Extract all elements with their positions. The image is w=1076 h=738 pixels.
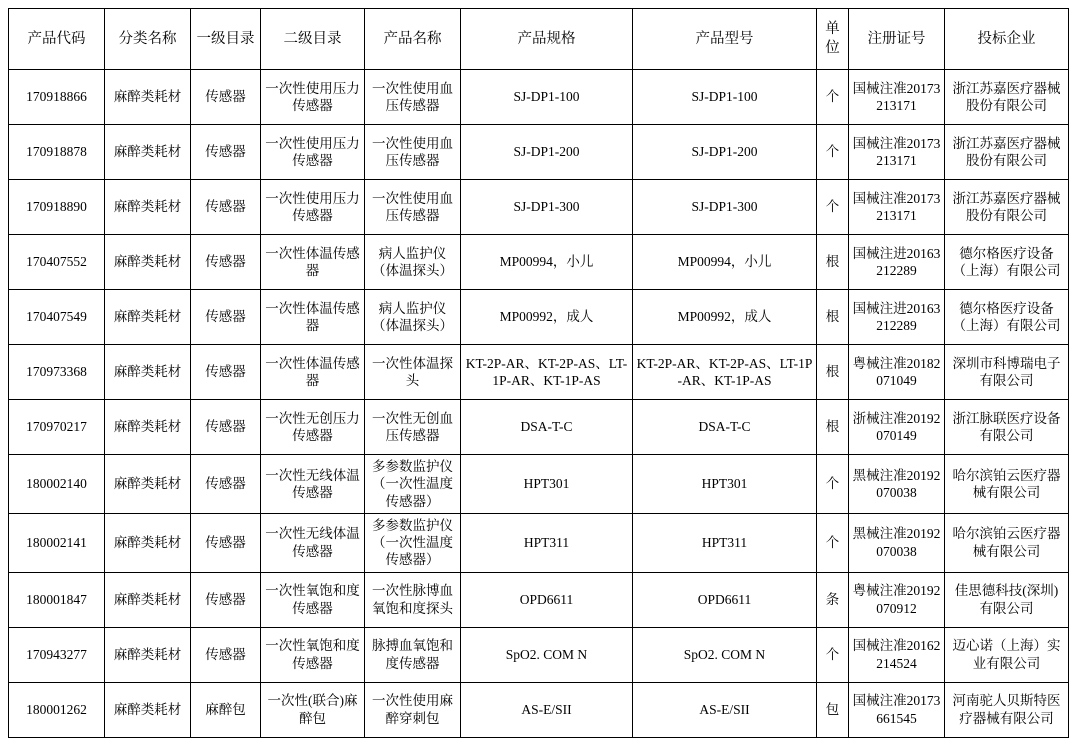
cell-level2-catalog: 一次性氧饱和度传感器 — [261, 572, 365, 627]
cell-product-code: 170407552 — [9, 235, 105, 290]
cell-registration-number: 国械注准20162214524 — [849, 627, 945, 682]
cell-product-spec: MP00992，成人 — [461, 290, 633, 345]
cell-category-name: 麻醉类耗材 — [105, 513, 191, 572]
cell-level2-catalog: 一次性使用压力传感器 — [261, 125, 365, 180]
table-row — [9, 345, 1069, 400]
column-header-category-name: 分类名称 — [105, 9, 191, 70]
column-header-bidding-company: 投标企业 — [945, 9, 1069, 70]
cell-unit: 根 — [817, 345, 849, 400]
column-header-unit: 单位 — [817, 9, 849, 70]
cell-product-code: 170943277 — [9, 627, 105, 682]
cell-product-spec: HPT301 — [461, 455, 633, 514]
cell-product-code: 180001262 — [9, 682, 105, 737]
cell-bidding-company: 佳思德科技(深圳) 有限公司 — [945, 572, 1069, 627]
cell-product-model: HPT301 — [633, 455, 817, 514]
cell-product-name: 病人监护仪（体温探头） — [365, 235, 461, 290]
cell-unit: 根 — [817, 290, 849, 345]
cell-product-code: 170970217 — [9, 400, 105, 455]
cell-product-name: 一次性使用麻醉穿刺包 — [365, 682, 461, 737]
cell-product-model: SpO2. COM N — [633, 627, 817, 682]
cell-unit: 根 — [817, 235, 849, 290]
cell-product-name: 一次性使用血压传感器 — [365, 70, 461, 125]
cell-category-name: 麻醉类耗材 — [105, 290, 191, 345]
table-header-row — [9, 9, 1069, 70]
cell-product-model: KT-2P-AR、KT-2P-AS、LT-1P-AR、KT-1P-AS — [633, 345, 817, 400]
cell-level1-catalog: 传感器 — [191, 455, 261, 514]
column-header-product-model: 产品型号 — [633, 9, 817, 70]
cell-level1-catalog: 传感器 — [191, 125, 261, 180]
cell-product-code: 170918866 — [9, 70, 105, 125]
cell-product-spec: SpO2. COM N — [461, 627, 633, 682]
cell-product-code: 170407549 — [9, 290, 105, 345]
cell-product-spec: SJ-DP1-100 — [461, 70, 633, 125]
cell-unit: 个 — [817, 455, 849, 514]
cell-product-name: 病人监护仪（体温探头） — [365, 290, 461, 345]
table-row — [9, 290, 1069, 345]
cell-registration-number: 国械注准20173213171 — [849, 180, 945, 235]
cell-level2-catalog: 一次性体温传感器 — [261, 345, 365, 400]
cell-product-spec: MP00994，小儿 — [461, 235, 633, 290]
cell-product-model: DSA-T-C — [633, 400, 817, 455]
column-header-product-spec: 产品规格 — [461, 9, 633, 70]
cell-product-name: 一次性体温探头 — [365, 345, 461, 400]
column-header-registration-number: 注册证号 — [849, 9, 945, 70]
cell-product-spec: SJ-DP1-200 — [461, 125, 633, 180]
cell-unit: 个 — [817, 513, 849, 572]
cell-registration-number: 国械注准20173213171 — [849, 70, 945, 125]
cell-bidding-company: 德尔格医疗设备（上海）有限公司 — [945, 235, 1069, 290]
cell-level1-catalog: 传感器 — [191, 513, 261, 572]
cell-category-name: 麻醉类耗材 — [105, 70, 191, 125]
table-row — [9, 400, 1069, 455]
cell-level2-catalog: 一次性体温传感器 — [261, 235, 365, 290]
cell-product-spec: OPD6611 — [461, 572, 633, 627]
cell-product-model: MP00992，成人 — [633, 290, 817, 345]
cell-bidding-company: 深圳市科博瑞电子有限公司 — [945, 345, 1069, 400]
table-row — [9, 70, 1069, 125]
cell-product-model: MP00994，小儿 — [633, 235, 817, 290]
cell-category-name: 麻醉类耗材 — [105, 400, 191, 455]
cell-registration-number: 黑械注准20192070038 — [849, 455, 945, 514]
cell-product-name: 一次性无创血压传感器 — [365, 400, 461, 455]
cell-level1-catalog: 传感器 — [191, 572, 261, 627]
cell-product-code: 170918878 — [9, 125, 105, 180]
cell-registration-number: 黑械注准20192070038 — [849, 513, 945, 572]
cell-product-name: 一次性使用血压传感器 — [365, 180, 461, 235]
cell-level2-catalog: 一次性无线体温传感器 — [261, 513, 365, 572]
cell-product-name: 一次性使用血压传感器 — [365, 125, 461, 180]
cell-product-spec: SJ-DP1-300 — [461, 180, 633, 235]
cell-product-spec: DSA-T-C — [461, 400, 633, 455]
table-row — [9, 180, 1069, 235]
cell-product-spec: KT-2P-AR、KT-2P-AS、LT-1P-AR、KT-1P-AS — [461, 345, 633, 400]
cell-product-model: SJ-DP1-200 — [633, 125, 817, 180]
cell-product-name: 脉搏血氧饱和度传感器 — [365, 627, 461, 682]
cell-level2-catalog: 一次性使用压力传感器 — [261, 180, 365, 235]
cell-unit: 个 — [817, 627, 849, 682]
cell-level2-catalog: 一次性无创压力传感器 — [261, 400, 365, 455]
cell-bidding-company: 浙江苏嘉医疗器械股份有限公司 — [945, 70, 1069, 125]
table-body — [9, 70, 1069, 738]
cell-level1-catalog: 传感器 — [191, 70, 261, 125]
column-header-product-code: 产品代码 — [9, 9, 105, 70]
cell-product-model: OPD6611 — [633, 572, 817, 627]
cell-unit: 根 — [817, 400, 849, 455]
cell-product-spec: HPT311 — [461, 513, 633, 572]
cell-bidding-company: 浙江脉联医疗设备有限公司 — [945, 400, 1069, 455]
cell-level1-catalog: 传感器 — [191, 345, 261, 400]
cell-registration-number: 粤械注准20182071049 — [849, 345, 945, 400]
cell-product-name: 多参数监护仪（一次性温度传感器） — [365, 513, 461, 572]
cell-bidding-company: 浙江苏嘉医疗器械股份有限公司 — [945, 125, 1069, 180]
cell-bidding-company: 浙江苏嘉医疗器械股份有限公司 — [945, 180, 1069, 235]
table-row — [9, 125, 1069, 180]
cell-registration-number: 国械注准20173661545 — [849, 682, 945, 737]
cell-level2-catalog: 一次性氧饱和度传感器 — [261, 627, 365, 682]
cell-unit: 条 — [817, 572, 849, 627]
cell-registration-number: 国械注进20163212289 — [849, 235, 945, 290]
cell-level2-catalog: 一次性体温传感器 — [261, 290, 365, 345]
table-row — [9, 682, 1069, 737]
cell-registration-number: 粤械注准20192070912 — [849, 572, 945, 627]
table-row — [9, 235, 1069, 290]
cell-product-code: 180002140 — [9, 455, 105, 514]
cell-level1-catalog: 传感器 — [191, 400, 261, 455]
cell-category-name: 麻醉类耗材 — [105, 455, 191, 514]
table-row — [9, 513, 1069, 572]
cell-unit: 个 — [817, 125, 849, 180]
cell-unit: 包 — [817, 682, 849, 737]
table-row — [9, 627, 1069, 682]
column-header-level2-catalog: 二级目录 — [261, 9, 365, 70]
product-catalog-table — [8, 8, 1069, 738]
cell-level2-catalog: 一次性(联合)麻醉包 — [261, 682, 365, 737]
cell-level1-catalog: 传感器 — [191, 235, 261, 290]
cell-category-name: 麻醉类耗材 — [105, 627, 191, 682]
table-header — [9, 9, 1069, 70]
cell-product-name: 一次性脉博血氧饱和度探头 — [365, 572, 461, 627]
cell-unit: 个 — [817, 70, 849, 125]
cell-level2-catalog: 一次性使用压力传感器 — [261, 70, 365, 125]
cell-product-code: 180002141 — [9, 513, 105, 572]
cell-category-name: 麻醉类耗材 — [105, 572, 191, 627]
cell-registration-number: 浙械注准20192070149 — [849, 400, 945, 455]
cell-bidding-company: 德尔格医疗设备（上海）有限公司 — [945, 290, 1069, 345]
cell-level1-catalog: 传感器 — [191, 180, 261, 235]
cell-registration-number: 国械注进20163212289 — [849, 290, 945, 345]
cell-bidding-company: 河南驼人贝斯特医疗器械有限公司 — [945, 682, 1069, 737]
cell-product-model: AS-E/SII — [633, 682, 817, 737]
column-header-product-name: 产品名称 — [365, 9, 461, 70]
cell-product-model: SJ-DP1-300 — [633, 180, 817, 235]
column-header-level1-catalog: 一级目录 — [191, 9, 261, 70]
cell-product-code: 180001847 — [9, 572, 105, 627]
cell-product-model: SJ-DP1-100 — [633, 70, 817, 125]
cell-product-spec: AS-E/SII — [461, 682, 633, 737]
cell-bidding-company: 哈尔滨铂云医疗器械有限公司 — [945, 455, 1069, 514]
cell-category-name: 麻醉类耗材 — [105, 345, 191, 400]
cell-level1-catalog: 麻醉包 — [191, 682, 261, 737]
cell-product-code: 170973368 — [9, 345, 105, 400]
cell-product-name: 多参数监护仪（一次性温度传感器） — [365, 455, 461, 514]
cell-registration-number: 国械注准20173213171 — [849, 125, 945, 180]
table-row — [9, 455, 1069, 514]
cell-level2-catalog: 一次性无线体温传感器 — [261, 455, 365, 514]
cell-category-name: 麻醉类耗材 — [105, 180, 191, 235]
cell-category-name: 麻醉类耗材 — [105, 235, 191, 290]
cell-category-name: 麻醉类耗材 — [105, 125, 191, 180]
cell-bidding-company: 哈尔滨铂云医疗器械有限公司 — [945, 513, 1069, 572]
cell-product-model: HPT311 — [633, 513, 817, 572]
cell-unit: 个 — [817, 180, 849, 235]
cell-category-name: 麻醉类耗材 — [105, 682, 191, 737]
table-row — [9, 572, 1069, 627]
cell-product-code: 170918890 — [9, 180, 105, 235]
cell-level1-catalog: 传感器 — [191, 627, 261, 682]
cell-level1-catalog: 传感器 — [191, 290, 261, 345]
cell-bidding-company: 迈心诺（上海）实业有限公司 — [945, 627, 1069, 682]
